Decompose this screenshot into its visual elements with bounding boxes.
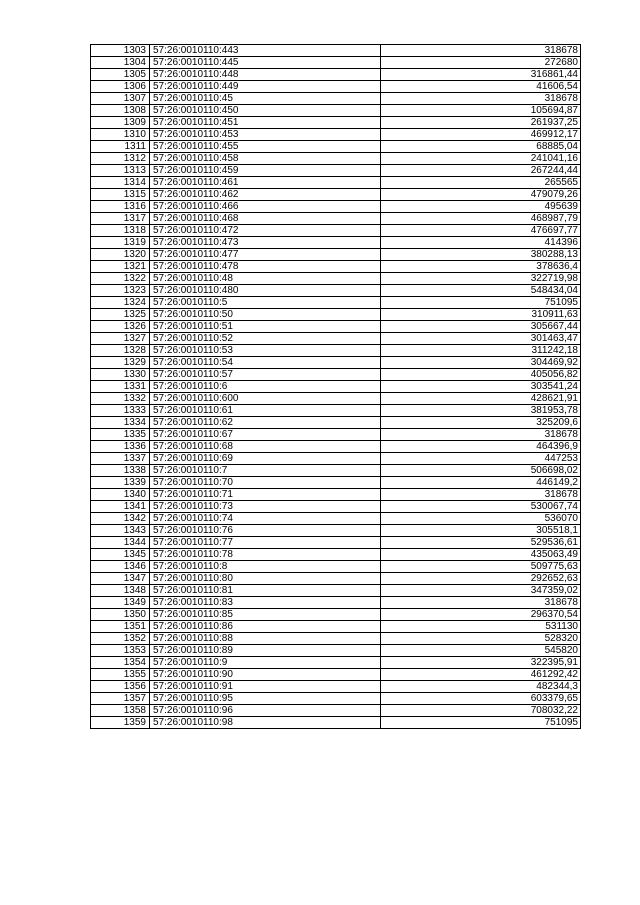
cadastral-number-cell: 57:26:0010110:88 [150, 633, 381, 645]
row-number-cell: 1350 [91, 609, 150, 621]
table-row [91, 645, 581, 657]
table-row [91, 177, 581, 189]
cadastral-number-cell: 57:26:0010110:468 [150, 213, 381, 225]
row-number-cell: 1355 [91, 669, 150, 681]
cadastral-number-cell: 57:26:0010110:71 [150, 489, 381, 501]
table-row [91, 537, 581, 549]
row-number-cell: 1353 [91, 645, 150, 657]
row-number-cell: 1321 [91, 261, 150, 273]
table-row [91, 285, 581, 297]
table-row [91, 489, 581, 501]
table-row [91, 561, 581, 573]
table-row [91, 465, 581, 477]
cadastral-number-cell: 57:26:0010110:453 [150, 129, 381, 141]
cadastral-number-cell: 57:26:0010110:57 [150, 369, 381, 381]
cadastral-number-cell: 57:26:0010110:83 [150, 597, 381, 609]
value-cell: 428621,91 [381, 393, 581, 405]
value-cell: 476697,77 [381, 225, 581, 237]
table-row [91, 153, 581, 165]
table-row [91, 297, 581, 309]
row-number-cell: 1322 [91, 273, 150, 285]
table-row [91, 309, 581, 321]
cadastral-number-cell: 57:26:0010110:68 [150, 441, 381, 453]
cadastral-number-cell: 57:26:0010110:478 [150, 261, 381, 273]
cadastral-number-cell: 57:26:0010110:62 [150, 417, 381, 429]
table-row [91, 453, 581, 465]
value-cell: 272680 [381, 57, 581, 69]
row-number-cell: 1336 [91, 441, 150, 453]
cadastral-number-cell: 57:26:0010110:450 [150, 105, 381, 117]
cadastral-number-cell: 57:26:0010110:86 [150, 621, 381, 633]
table-row [91, 621, 581, 633]
cadastral-number-cell: 57:26:0010110:600 [150, 393, 381, 405]
cadastral-number-cell: 57:26:0010110:45 [150, 93, 381, 105]
table-row [91, 549, 581, 561]
value-cell: 318678 [381, 93, 581, 105]
value-cell: 41606,54 [381, 81, 581, 93]
row-number-cell: 1318 [91, 225, 150, 237]
value-cell: 296370,54 [381, 609, 581, 621]
value-cell: 405056,82 [381, 369, 581, 381]
table-row [91, 129, 581, 141]
value-cell: 318678 [381, 489, 581, 501]
row-number-cell: 1358 [91, 705, 150, 717]
table-row [91, 585, 581, 597]
cadastral-number-cell: 57:26:0010110:73 [150, 501, 381, 513]
cadastral-number-cell: 57:26:0010110:77 [150, 537, 381, 549]
row-number-cell: 1332 [91, 393, 150, 405]
cadastral-number-cell: 57:26:0010110:90 [150, 669, 381, 681]
row-number-cell: 1343 [91, 525, 150, 537]
cadastral-number-cell: 57:26:0010110:8 [150, 561, 381, 573]
value-cell: 529536,61 [381, 537, 581, 549]
cadastral-number-cell: 57:26:0010110:458 [150, 153, 381, 165]
table-row [91, 501, 581, 513]
cadastral-number-cell: 57:26:0010110:466 [150, 201, 381, 213]
cadastral-number-cell: 57:26:0010110:443 [150, 45, 381, 57]
table-row [91, 417, 581, 429]
cadastral-number-cell: 57:26:0010110:445 [150, 57, 381, 69]
row-number-cell: 1339 [91, 477, 150, 489]
table-row [91, 669, 581, 681]
cadastral-number-cell: 57:26:0010110:67 [150, 429, 381, 441]
table-row [91, 357, 581, 369]
table-row [91, 165, 581, 177]
cadastral-number-cell: 57:26:0010110:61 [150, 405, 381, 417]
row-number-cell: 1330 [91, 369, 150, 381]
table-row [91, 657, 581, 669]
row-number-cell: 1305 [91, 69, 150, 81]
row-number-cell: 1345 [91, 549, 150, 561]
row-number-cell: 1352 [91, 633, 150, 645]
table-row [91, 225, 581, 237]
value-cell: 708032,22 [381, 705, 581, 717]
table-row [91, 45, 581, 57]
cadastral-number-cell: 57:26:0010110:50 [150, 309, 381, 321]
table-row [91, 237, 581, 249]
row-number-cell: 1323 [91, 285, 150, 297]
value-cell: 305518,1 [381, 525, 581, 537]
row-number-cell: 1354 [91, 657, 150, 669]
row-number-cell: 1310 [91, 129, 150, 141]
value-cell: 435063,49 [381, 549, 581, 561]
cadastral-number-cell: 57:26:0010110:461 [150, 177, 381, 189]
row-number-cell: 1357 [91, 693, 150, 705]
table-row [91, 441, 581, 453]
table-row [91, 189, 581, 201]
cadastral-number-cell: 57:26:0010110:448 [150, 69, 381, 81]
table-row [91, 633, 581, 645]
row-number-cell: 1341 [91, 501, 150, 513]
table-row [91, 681, 581, 693]
row-number-cell: 1349 [91, 597, 150, 609]
table-row [91, 381, 581, 393]
cadastral-number-cell: 57:26:0010110:473 [150, 237, 381, 249]
table-row [91, 117, 581, 129]
row-number-cell: 1314 [91, 177, 150, 189]
table-row [91, 345, 581, 357]
value-cell: 414396 [381, 237, 581, 249]
value-cell: 530067,74 [381, 501, 581, 513]
value-cell: 469912,17 [381, 129, 581, 141]
table-row [91, 105, 581, 117]
row-number-cell: 1327 [91, 333, 150, 345]
cadastral-number-cell: 57:26:0010110:54 [150, 357, 381, 369]
row-number-cell: 1333 [91, 405, 150, 417]
value-cell: 304469,92 [381, 357, 581, 369]
row-number-cell: 1347 [91, 573, 150, 585]
table-row [91, 405, 581, 417]
value-cell: 303541,24 [381, 381, 581, 393]
table-row [91, 705, 581, 717]
table-row [91, 525, 581, 537]
table-row [91, 513, 581, 525]
table-row [91, 429, 581, 441]
value-cell: 495639 [381, 201, 581, 213]
value-cell: 311242,18 [381, 345, 581, 357]
table-row [91, 249, 581, 261]
table-row [91, 333, 581, 345]
cadastral-number-cell: 57:26:0010110:5 [150, 297, 381, 309]
row-number-cell: 1344 [91, 537, 150, 549]
table-row [91, 321, 581, 333]
value-cell: 267244,44 [381, 165, 581, 177]
value-cell: 603379,65 [381, 693, 581, 705]
table-row [91, 609, 581, 621]
cadastral-number-cell: 57:26:0010110:53 [150, 345, 381, 357]
value-cell: 318678 [381, 429, 581, 441]
value-cell: 301463,47 [381, 333, 581, 345]
value-cell: 751095 [381, 297, 581, 309]
row-number-cell: 1316 [91, 201, 150, 213]
row-number-cell: 1304 [91, 57, 150, 69]
row-number-cell: 1307 [91, 93, 150, 105]
cadastral-number-cell: 57:26:0010110:95 [150, 693, 381, 705]
table-row [91, 93, 581, 105]
value-cell: 751095 [381, 717, 581, 729]
cadastral-number-cell: 57:26:0010110:91 [150, 681, 381, 693]
row-number-cell: 1315 [91, 189, 150, 201]
row-number-cell: 1335 [91, 429, 150, 441]
cadastral-number-cell: 57:26:0010110:451 [150, 117, 381, 129]
value-cell: 292652,63 [381, 573, 581, 585]
value-cell: 68885,04 [381, 141, 581, 153]
row-number-cell: 1340 [91, 489, 150, 501]
value-cell: 105694,87 [381, 105, 581, 117]
table-row [91, 81, 581, 93]
value-cell: 509775,63 [381, 561, 581, 573]
row-number-cell: 1329 [91, 357, 150, 369]
value-cell: 318678 [381, 597, 581, 609]
row-number-cell: 1309 [91, 117, 150, 129]
cadastral-number-cell: 57:26:0010110:462 [150, 189, 381, 201]
cadastral-number-cell: 57:26:0010110:51 [150, 321, 381, 333]
cadastral-number-cell: 57:26:0010110:78 [150, 549, 381, 561]
value-cell: 325209,6 [381, 417, 581, 429]
row-number-cell: 1346 [91, 561, 150, 573]
cadastral-value-table [90, 44, 581, 729]
value-cell: 531130 [381, 621, 581, 633]
cadastral-number-cell: 57:26:0010110:459 [150, 165, 381, 177]
row-number-cell: 1359 [91, 717, 150, 729]
row-number-cell: 1311 [91, 141, 150, 153]
value-cell: 241041,16 [381, 153, 581, 165]
cadastral-number-cell: 57:26:0010110:449 [150, 81, 381, 93]
table-row [91, 717, 581, 729]
cadastral-number-cell: 57:26:0010110:455 [150, 141, 381, 153]
cadastral-number-cell: 57:26:0010110:52 [150, 333, 381, 345]
table-row [91, 393, 581, 405]
value-cell: 482344,3 [381, 681, 581, 693]
value-cell: 305667,44 [381, 321, 581, 333]
row-number-cell: 1334 [91, 417, 150, 429]
row-number-cell: 1308 [91, 105, 150, 117]
cadastral-number-cell: 57:26:0010110:89 [150, 645, 381, 657]
table-row [91, 141, 581, 153]
value-cell: 318678 [381, 45, 581, 57]
cadastral-number-cell: 57:26:0010110:98 [150, 717, 381, 729]
row-number-cell: 1328 [91, 345, 150, 357]
row-number-cell: 1317 [91, 213, 150, 225]
row-number-cell: 1351 [91, 621, 150, 633]
row-number-cell: 1320 [91, 249, 150, 261]
cadastral-number-cell: 57:26:0010110:480 [150, 285, 381, 297]
value-cell: 261937,25 [381, 117, 581, 129]
cadastral-number-cell: 57:26:0010110:81 [150, 585, 381, 597]
row-number-cell: 1356 [91, 681, 150, 693]
value-cell: 528320 [381, 633, 581, 645]
row-number-cell: 1331 [91, 381, 150, 393]
row-number-cell: 1313 [91, 165, 150, 177]
value-cell: 548434,04 [381, 285, 581, 297]
cadastral-number-cell: 57:26:0010110:6 [150, 381, 381, 393]
table-row [91, 597, 581, 609]
cadastral-number-cell: 57:26:0010110:74 [150, 513, 381, 525]
value-cell: 446149,2 [381, 477, 581, 489]
value-cell: 310911,63 [381, 309, 581, 321]
cadastral-number-cell: 57:26:0010110:76 [150, 525, 381, 537]
cadastral-number-cell: 57:26:0010110:85 [150, 609, 381, 621]
cadastral-number-cell: 57:26:0010110:70 [150, 477, 381, 489]
row-number-cell: 1324 [91, 297, 150, 309]
value-cell: 461292,42 [381, 669, 581, 681]
value-cell: 316861,44 [381, 69, 581, 81]
value-cell: 378636,4 [381, 261, 581, 273]
cadastral-number-cell: 57:26:0010110:96 [150, 705, 381, 717]
cadastral-number-cell: 57:26:0010110:48 [150, 273, 381, 285]
table-row [91, 69, 581, 81]
table-row [91, 261, 581, 273]
table-body [91, 45, 581, 729]
row-number-cell: 1337 [91, 453, 150, 465]
table-row [91, 573, 581, 585]
value-cell: 347359,02 [381, 585, 581, 597]
value-cell: 545820 [381, 645, 581, 657]
value-cell: 265565 [381, 177, 581, 189]
table-row [91, 201, 581, 213]
row-number-cell: 1319 [91, 237, 150, 249]
table-row [91, 369, 581, 381]
value-cell: 479079,26 [381, 189, 581, 201]
value-cell: 322395,91 [381, 657, 581, 669]
value-cell: 506698,02 [381, 465, 581, 477]
value-cell: 464396,9 [381, 441, 581, 453]
value-cell: 380288,13 [381, 249, 581, 261]
row-number-cell: 1338 [91, 465, 150, 477]
value-cell: 447253 [381, 453, 581, 465]
table-row [91, 693, 581, 705]
row-number-cell: 1342 [91, 513, 150, 525]
row-number-cell: 1303 [91, 45, 150, 57]
value-cell: 322719,98 [381, 273, 581, 285]
row-number-cell: 1312 [91, 153, 150, 165]
cadastral-number-cell: 57:26:0010110:477 [150, 249, 381, 261]
value-cell: 468987,79 [381, 213, 581, 225]
cadastral-number-cell: 57:26:0010110:7 [150, 465, 381, 477]
table-row [91, 273, 581, 285]
row-number-cell: 1306 [91, 81, 150, 93]
cadastral-number-cell: 57:26:0010110:9 [150, 657, 381, 669]
table-row [91, 477, 581, 489]
row-number-cell: 1325 [91, 309, 150, 321]
table-row [91, 213, 581, 225]
table-row [91, 57, 581, 69]
row-number-cell: 1326 [91, 321, 150, 333]
value-cell: 381953,78 [381, 405, 581, 417]
cadastral-number-cell: 57:26:0010110:80 [150, 573, 381, 585]
cadastral-number-cell: 57:26:0010110:472 [150, 225, 381, 237]
value-cell: 536070 [381, 513, 581, 525]
cadastral-number-cell: 57:26:0010110:69 [150, 453, 381, 465]
row-number-cell: 1348 [91, 585, 150, 597]
